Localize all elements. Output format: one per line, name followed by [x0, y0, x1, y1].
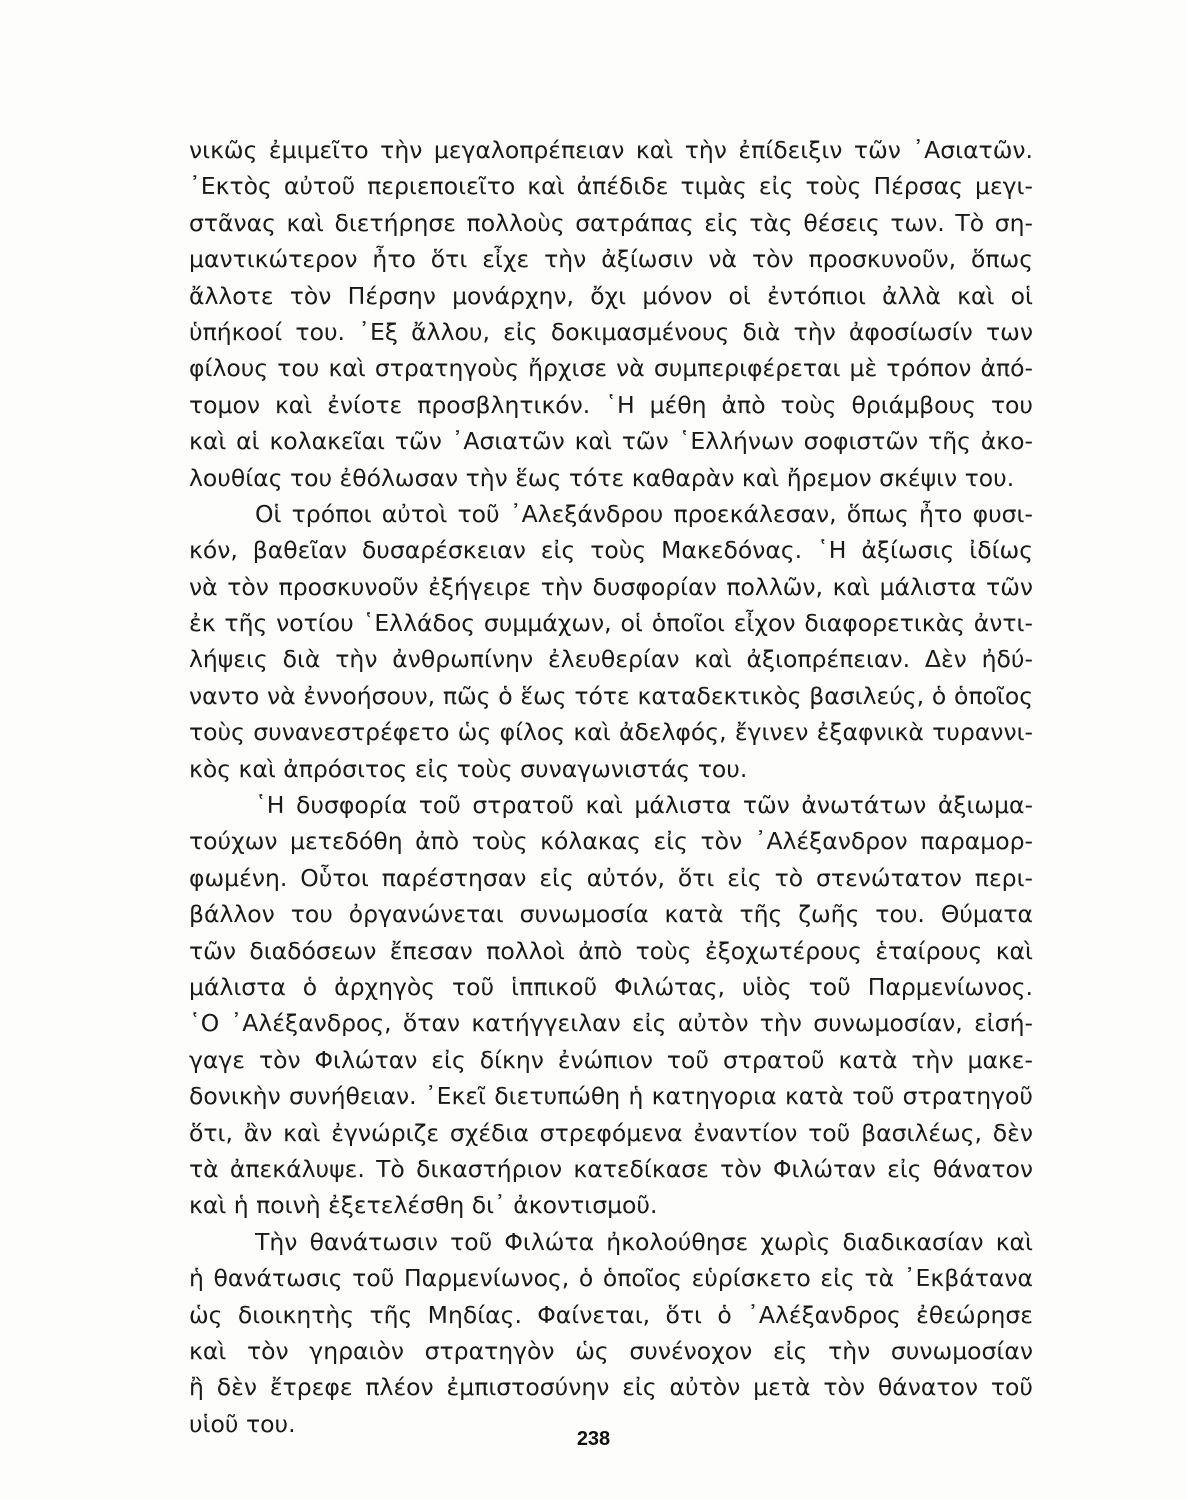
text-line: κὸς καὶ ἀπρόσιτος εἰς τοὺς συναγωνιστάς του.	[189, 754, 748, 783]
text-line: καὶ ἡ ποινὴ ἐξετελέσθη δι᾽ ἀκοντισμοῦ.	[189, 1191, 658, 1220]
text-line: τῶν διαδόσεων ἔπεσαν πολλοὶ ἀπὸ τοὺς ἐξοχωτέρους ἑταίρους καὶ	[189, 936, 1033, 965]
text-line: Οἱ τρόποι αὐτοὶ τοῦ ᾽Αλεξάνδρου προεκάλεσαν, ὅπως ἦτο φυσι-	[255, 499, 1033, 528]
text-line: μάλιστα ὁ ἀρχηγὸς τοῦ ἱππικοῦ Φιλώτας, υἱὸς τοῦ Παρμενίωνος.	[189, 972, 1033, 1001]
text-line: λήψεις διὰ τὴν ἀνθρωπίνην ἐλευθερίαν καὶ ἀξιοπρέπειαν. Δὲν ἠδύ-	[189, 645, 1033, 674]
text-line: ὡς διοικητὴς τῆς Μηδίας. Φαίνεται, ὅτι ὁ ᾽Αλέξανδρος ἐθεώρησε	[189, 1300, 1033, 1329]
text-line: ναντο νὰ ἐννοήσουν, πῶς ὁ ἕως τότε καταδεκτικὸς βασιλεύς, ὁ ὁποῖος	[189, 681, 1033, 710]
text-line: νὰ τὸν προσκυνοῦν ἐξήγειρε τὴν δυσφορίαν πολλῶν, καὶ μάλιστα τῶν	[189, 572, 1033, 601]
text-line: μαντικώτερον ἦτο ὅτι εἶχε τὴν ἀξίωσιν νὰ τὸν προσκυνοῦν, ὅπως	[189, 245, 1033, 274]
text-line: τομον καὶ ἐνίοτε προσβλητικόν. ῾Η μέθη ἀπὸ τοὺς θριάμβους του	[189, 390, 1033, 419]
text-line: φωμένη. Οὗτοι παρέστησαν εἰς αὐτόν, ὅτι εἰς τὸ στενώτατον περι-	[189, 863, 1033, 892]
text-line: νικῶς ἐμιμεῖτο τὴν μεγαλοπρέπειαν καὶ τὴν ἐπίδειξιν τῶν ᾽Ασιατῶν.	[189, 136, 1033, 164]
text-line: τούχων μετεδόθη ἀπὸ τοὺς κόλακας εἰς τὸν ᾽Αλέξανδρον παραμορ-	[189, 827, 1033, 856]
text-line: βάλλον του ὀργανώνεται συνωμοσία κατὰ τῆς ζωῆς του. Θύματα	[189, 900, 1033, 929]
text-line: κόν, βαθεῖαν δυσαρέσκειαν εἰς τοὺς Μακεδόνας. ῾Η ἀξίωσις ἰδίως	[189, 536, 1033, 565]
text-line: τοὺς συνανεστρέφετο ὡς φίλος καὶ ἀδελφός, ἔγινεν ἐξαφνικὰ τυραννι-	[189, 718, 1033, 747]
text-line: δονικὴν συνήθειαν. ᾽Εκεῖ διετυπώθη ἡ κατηγορια κατὰ τοῦ στρατηγοῦ	[189, 1082, 1033, 1111]
text-line: στᾶνας καὶ διετήρησε πολλοὺς σατράπας εἰς τὰς θέσεις των. Τὸ ση-	[189, 208, 1033, 237]
text-line: ῾Η δυσφορία τοῦ στρατοῦ καὶ μάλιστα τῶν ἀνωτάτων ἀξιωμα-	[255, 791, 1033, 820]
text-line: καὶ αἱ κολακεῖαι τῶν ᾽Ασιατῶν καὶ τῶν ῾Ελλήνων σοφιστῶν τῆς ἀκο-	[189, 427, 1033, 456]
page-number: 238	[576, 1428, 611, 1450]
text-line: ᾽Εκτὸς αὐτοῦ περιεποιεῖτο καὶ ἀπέδιδε τιμὰς εἰς τοὺς Πέρσας μεγι-	[189, 172, 1033, 201]
text-line: ἐκ τῆς νοτίου ῾Ελλάδος συμμάχων, οἱ ὁποῖοι εἶχον διαφορετικὰς ἀντι-	[189, 609, 1033, 638]
text-line: ὅτι, ἂν καὶ ἐγνώριζε σχέδια στρεφόμενα ἐναντίον τοῦ βασιλέως, δὲν	[189, 1118, 1033, 1147]
text-line: λουθίας του ἐθόλωσαν τὴν ἕως τότε καθαρὰν καὶ ἤρεμον σκέψιν του.	[189, 463, 1015, 492]
text-line: ὑπήκοοί του. ᾽Εξ ἄλλου, εἰς δοκιμασμένους διὰ τὴν ἀφοσίωσίν των	[189, 317, 1033, 346]
text-line: ἢ δὲν ἔτρεφε πλέον ἐμπιστοσύνην εἰς αὐτὸν μετὰ τὸν θάνατον τοῦ	[189, 1373, 1033, 1402]
text-line: Τὴν θανάτωσιν τοῦ Φιλώτα ἠκολούθησε χωρὶς διαδικασίαν καὶ	[255, 1227, 1033, 1256]
text-line: φίλους του καὶ στρατηγοὺς ἤρχισε νὰ συμπεριφέρεται μὲ τρόπον ἀπό-	[189, 354, 1033, 383]
body-text	[189, 132, 1033, 1442]
text-line: γαγε τὸν Φιλώταν εἰς δίκην ἐνώπιον τοῦ στρατοῦ κατὰ τὴν μακε-	[189, 1045, 1033, 1074]
text-line: ῾Ο ᾽Αλέξανδρος, ὅταν κατήγγειλαν εἰς αὐτὸν τὴν συνωμοσίαν, εἰσή-	[189, 1009, 1033, 1038]
text-line: υἱοῦ του.	[189, 1409, 296, 1438]
text-line: ἡ θανάτωσις τοῦ Παρμενίωνος, ὁ ὁποῖος εὑρίσκετο εἰς τὰ ᾽Εκβάτανα	[189, 1264, 1033, 1293]
text-line: ἄλλοτε τὸν Πέρσην μονάρχην, ὄχι μόνον οἱ ἐντόπιοι ἀλλὰ καὶ οἱ	[189, 281, 1033, 310]
text-line: καὶ τὸν γηραιὸν στρατηγὸν ὡς συνένοχον εἰς τὴν συνωμοσίαν	[189, 1336, 1033, 1365]
text-line: τὰ ἀπεκάλυψε. Τὸ δικαστήριον κατεδίκασε τὸν Φιλώταν εἰς θάνατον	[189, 1154, 1033, 1183]
